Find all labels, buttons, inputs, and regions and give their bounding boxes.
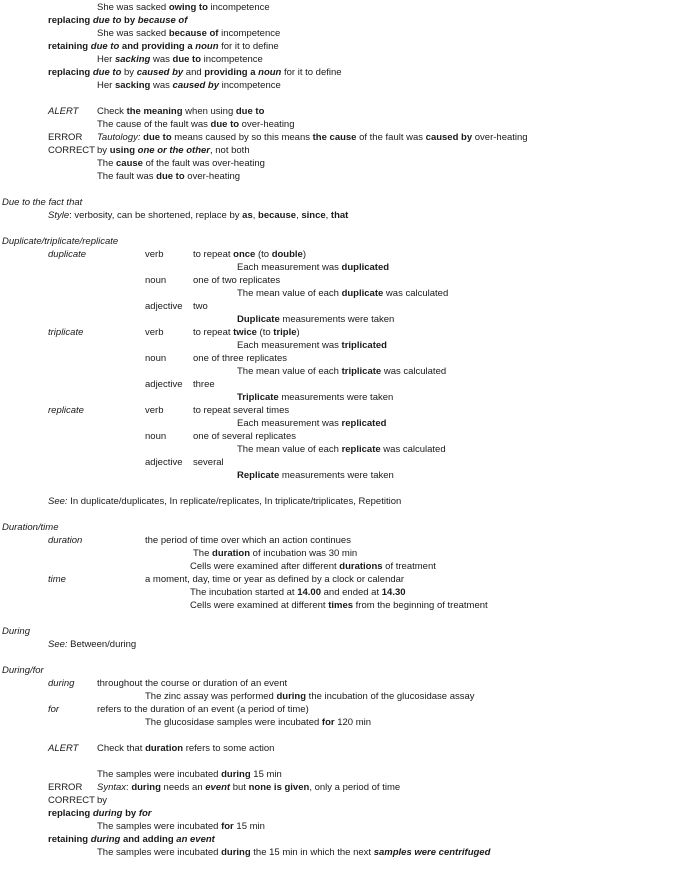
text-run: 15 min [250,769,282,780]
text-line-adjective [145,457,183,468]
text-line-error [48,132,82,143]
text-run: duration [212,548,251,559]
text-line-check-the-meaning-when [97,106,264,117]
text-run: sacking [114,80,151,91]
text-run: 14.00 [297,587,321,598]
text-run: : verbosity, can be shortened, replace by [69,210,243,221]
text-run: The samples were incubated [97,769,222,780]
text-line-verb [145,327,163,338]
text-run: replicated [341,418,387,429]
text-run: Cells were examined after different [190,561,340,572]
text-run: , not both [209,145,250,156]
text-line-the-glucosidase-samples-were [145,717,371,728]
text-line-throughout-the-course-or [97,678,287,689]
text-run: measurements were taken [279,470,394,481]
text-line-the-period-of-time [145,535,351,546]
text-run: due to [235,106,265,117]
text-run: replacing [48,67,93,78]
text-run: incompetence [219,80,281,91]
text-run: incompetence [218,28,281,39]
text-line-by-using-one-or [97,145,250,156]
text-run: needs an [160,782,206,793]
text-line-duplicate-measurements-were-taken [237,314,394,325]
text-run: to repeat several times [193,405,290,416]
text-run: retaining [48,41,91,52]
text-run: was calculated [380,444,446,455]
text-run: for [221,821,234,832]
text-run: during [221,847,251,858]
text-run: Check that [97,743,146,754]
text-run: as [242,210,253,221]
text-run: durations [339,561,383,572]
text-run: incompetence [207,2,270,13]
text-line-two [193,301,208,312]
text-run: , [296,210,302,221]
text-line-the-samples-were-incubated [97,847,490,858]
text-line-adjective [145,301,183,312]
text-line-cells-were-examined-at [190,600,488,611]
text-run: that [330,210,349,221]
text-run: refers to some action [183,743,275,754]
text-run: adjective [145,379,183,390]
text-run: During/for [2,665,44,676]
text-run: a moment, day, time or year as defined by a clock or calendar [145,574,405,585]
text-run: verb [145,249,164,260]
text-line-retaining-during-and-adding [48,834,215,845]
text-run: because of [137,15,188,26]
text-line-due-to-the-fact [2,197,82,208]
text-run: ERROR [48,132,83,143]
text-run: over-heating [184,171,241,182]
text-run: was calculated [381,366,447,377]
text-run: due to [172,54,202,65]
text-line-see-between-during [48,639,136,650]
text-run: The [193,548,213,559]
text-run: during [48,678,75,689]
text-line-replicate [48,405,84,416]
text-run: the 15 min in which the next [250,847,374,858]
text-run: replacing [48,15,93,26]
text-line-the-samples-were-incubated [97,821,265,832]
text-run: See: [48,639,68,650]
text-line-refers-to-the-duration [97,704,309,715]
text-run: and [119,41,142,52]
text-run: an event [176,834,215,845]
text-run: during [221,769,251,780]
text-run: adjective [145,457,183,468]
text-line-style-verbosity-can-be [48,210,348,221]
text-line-alert [48,743,78,754]
text-run: and [183,67,205,78]
text-run: and ended at [321,587,382,598]
text-line-her-sacking-was-caused [97,80,281,91]
text-run: by [97,145,110,156]
text-run: During [2,626,30,637]
text-run: The samples were incubated [97,847,222,858]
text-line-verb [145,405,163,416]
text-run: caused by [172,80,219,91]
text-run: of incubation was 30 min [250,548,358,559]
text-run: since [301,210,326,221]
text-run: noun [195,41,219,52]
text-run: (to [256,327,274,338]
text-run: due to [92,15,122,26]
text-run: time [48,574,66,585]
text-run: to repeat [193,327,234,338]
text-run: In duplicate/duplicates, In replicate/replicates, In triplicate/triplicates, Repetition [67,496,402,507]
text-line-check-that-duration-refers [97,743,274,754]
text-run: the meaning [126,106,183,117]
text-run: The zinc assay was performed [145,691,277,702]
text-run: was [150,80,173,91]
text-run: providing a [141,41,196,52]
text-run: measurements were taken [279,314,395,325]
text-run: noun [258,67,282,78]
text-run: for it to define [281,67,342,78]
text-run: using [109,145,138,156]
text-line-one-of-three-replicates [193,353,287,364]
text-run: two [193,301,208,312]
text-run: Each measurement was [237,262,342,273]
text-line-she-was-sacked-because [97,28,280,39]
text-run: for it to define [218,41,279,52]
text-run: samples were centrifuged [373,847,491,858]
text-run: twice [233,327,257,338]
text-run: duplicate [48,249,87,260]
text-line-the-mean-value-of [237,366,446,377]
text-run: was calculated [383,288,449,299]
text-run: verb [145,405,164,416]
text-run: duration [145,743,184,754]
text-run: replicate [48,405,84,416]
text-run: 14.30 [381,587,406,598]
text-line-the-samples-were-incubated [97,769,282,780]
text-run: Tautology: [97,132,141,143]
text-run: The cause of the fault was [97,119,211,130]
text-run: due to [92,67,122,78]
text-run: because [258,210,297,221]
text-run: Her [97,54,115,65]
text-line-cells-were-examined-after [190,561,436,572]
text-run: ) [296,327,300,338]
text-run: by [121,67,137,78]
text-run: retaining [48,834,91,845]
text-run: triplicate [48,327,84,338]
text-line-duplicate-triplicate-replicate [2,236,118,247]
text-line-replacing-due-to-by [48,67,342,78]
text-run: Syntax [97,782,127,793]
text-run: triplicate [341,366,382,377]
text-run: once [233,249,256,260]
text-line-three [193,379,215,390]
text-run: CORRECT [48,795,95,806]
text-line-noun [145,353,166,364]
text-line-by [97,795,107,806]
text-run: Check [97,106,127,117]
text-run: noun [145,431,167,442]
text-run: during [131,782,161,793]
text-line-duplicate [48,249,86,260]
text-run: , only a period of time [309,782,401,793]
text-line-the-fault-was-due [97,171,240,182]
text-line-correct [48,145,95,156]
text-line-adjective [145,379,183,390]
text-run: cause [116,158,143,169]
text-run: during [92,808,123,819]
text-run: none is given [248,782,310,793]
text-line-the-mean-value-of [237,288,448,299]
text-line-the-cause-of-the [97,158,265,169]
text-run: ERROR [48,782,83,793]
text-run: verb [145,327,164,338]
text-run: The mean value of each [237,288,342,299]
text-run: for [138,808,152,819]
text-run: times [328,600,354,611]
text-run: by [97,795,108,806]
text-run: the cause [312,132,357,143]
text-run: Triplicate [237,392,279,403]
text-line-triplicate-measurements-were-taken [237,392,393,403]
text-line-replacing-during-by-for [48,808,151,819]
text-run: providing a [204,67,259,78]
text-line-the-cause-of-the [97,119,295,130]
text-run: but [230,782,249,793]
text-run: during [90,834,121,845]
text-run: Each measurement was [237,418,342,429]
text-line-one-of-two-replicates [193,275,280,286]
text-line-replicate-measurements-were-taken [237,470,394,481]
text-run: The mean value of each [237,444,342,455]
text-run: ALERT [48,743,79,754]
text-run: sacking [114,54,151,65]
text-run: adjective [145,301,183,312]
text-run: See: [48,496,68,507]
text-run: when using [182,106,236,117]
text-run: 120 min [334,717,372,728]
text-line-the-incubation-started-at [190,587,406,598]
text-run: Style [48,210,70,221]
text-run: duration [48,535,83,546]
text-line-a-moment-day-time [145,574,404,585]
text-run: three [193,379,215,390]
text-run: Duration/time [2,522,59,533]
text-run: over-heating [239,119,295,130]
text-run: of the fault was over-heating [142,158,265,169]
text-run: Duplicate/triplicate/replicate [2,236,119,247]
text-run: one of three replicates [193,353,288,364]
text-run: ALERT [48,106,79,117]
text-line-retaining-due-to-and [48,41,279,52]
text-run: over-heating [472,132,528,143]
text-run: 15 min [233,821,265,832]
text-line-her-sacking-was-due [97,54,263,65]
text-line-to-repeat-several-times [193,405,289,416]
text-run: , [325,210,331,221]
text-line-triplicate [48,327,83,338]
text-run: the period of time over which an action continues [145,535,351,546]
text-line-several [193,457,224,468]
text-line-syntax-during-needs-an [97,782,400,793]
text-run: The samples were incubated [97,821,222,832]
text-run: The incubation started at [190,587,298,598]
text-run: event [205,782,231,793]
text-run: due to [140,132,172,143]
text-run: of the fault was [356,132,426,143]
text-line-during [48,678,74,689]
text-line-during-for [2,665,44,676]
text-run: due to [210,119,240,130]
text-line-the-duration-of-incubation [193,548,357,559]
text-line-duration [48,535,82,546]
text-run: caused by [136,67,184,78]
text-line-for [48,704,59,715]
text-run: Duplicate [237,314,280,325]
text-run: measurements were taken [278,392,394,403]
text-line-alert [48,106,78,117]
text-run: one or the other [137,145,210,156]
text-run: throughout the course or duration of an event [97,678,288,689]
text-run: because of [168,28,219,39]
text-run: : [126,782,132,793]
text-run: to repeat [193,249,234,260]
text-run: noun [145,275,167,286]
text-run: Cells were examined at different [190,600,329,611]
text-run: from the beginning of treatment [353,600,488,611]
text-run: by [122,808,139,819]
text-run: of treatment [382,561,436,572]
text-run: (to [255,249,272,260]
text-run: triple [273,327,297,338]
text-line-correct [48,795,95,806]
text-line-she-was-sacked-owing [97,2,270,13]
text-run: for [321,717,335,728]
text-run: , [252,210,259,221]
text-run: refers to the duration of an event (a period of time) [97,704,309,715]
text-run: incompetence [201,54,263,65]
text-line-error [48,782,82,793]
text-run: one of two replicates [193,275,281,286]
text-run: means caused by so this means [171,132,313,143]
text-run: noun [145,353,167,364]
text-run: Each measurement was [237,340,342,351]
text-line-the-mean-value-of [237,444,446,455]
text-run: during [276,691,307,702]
text-run: The fault was [97,171,157,182]
text-line-each-measurement-was-replicated [237,418,386,429]
text-run: was [150,54,173,65]
text-run: replacing [48,808,93,819]
text-run: due to [90,41,120,52]
text-line-time [48,574,66,585]
text-run: She was sacked [97,28,169,39]
text-run: CORRECT [48,145,95,156]
text-line-during [2,626,30,637]
text-run: duplicated [341,262,390,273]
text-run: The [97,158,117,169]
text-line-each-measurement-was-duplicated [237,262,389,273]
text-line-to-repeat-once-to [193,249,306,260]
text-run: by [121,15,138,26]
text-run: duplicate [341,288,384,299]
text-run: several [193,457,224,468]
text-run: The mean value of each [237,366,342,377]
text-line-duration-time [2,522,59,533]
text-run: ) [302,249,307,260]
text-line-one-of-several-replicates [193,431,296,442]
text-line-see-in-duplicate-duplicates [48,496,401,507]
text-run: Due to the fact that [2,197,83,208]
text-run: Between/during [67,639,137,650]
text-run: for [48,704,60,715]
text-run: Replicate [237,470,280,481]
text-line-noun [145,431,166,442]
text-run: double [271,249,303,260]
text-run: one of several replicates [193,431,296,442]
text-run: She was sacked [97,2,169,13]
text-line-each-measurement-was-triplicated [237,340,387,351]
text-run: caused by [425,132,473,143]
text-line-the-zinc-assay-was [145,691,475,702]
text-line-noun [145,275,166,286]
text-run: replicate [341,444,381,455]
text-line-tautology-due-to-means [97,132,528,143]
text-run: The glucosidase samples were incubated [145,717,322,728]
text-run: and adding [120,834,177,845]
text-line-verb [145,249,163,260]
text-line-replacing-due-to-by [48,15,187,26]
text-run: triplicated [341,340,387,351]
text-run: Her [97,80,115,91]
text-run: due to [156,171,185,182]
text-run: owing to [168,2,208,13]
text-line-to-repeat-twice-to [193,327,300,338]
text-run: the incubation of the glucosidase assay [306,691,475,702]
